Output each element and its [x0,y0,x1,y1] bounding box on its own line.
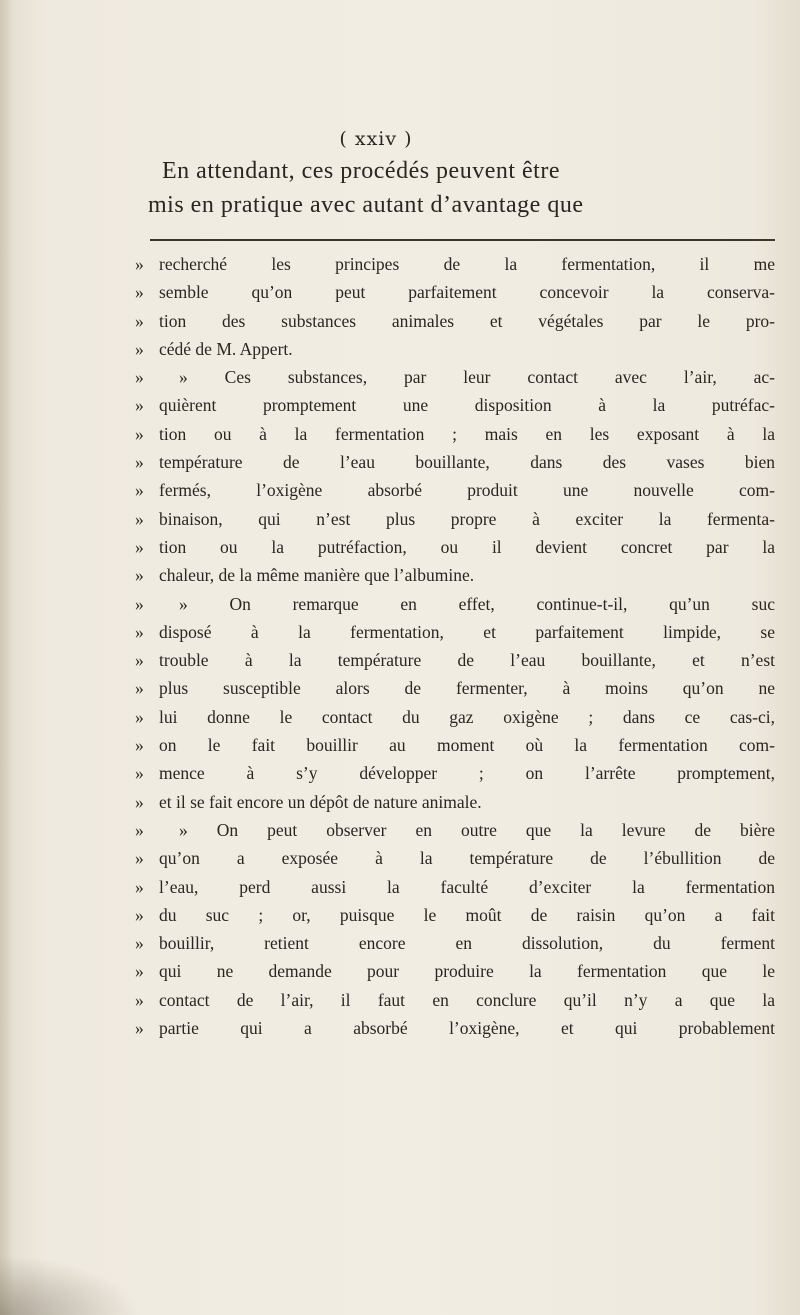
text-line [135,335,775,363]
text-line [135,816,775,844]
line-text: chaleur, de la même manière que l’albumine. [159,565,475,586]
line-text: semble qu’on peut parfaitement concevoir la conserva- [159,282,775,303]
quote-mark: » [135,395,144,416]
line-text: lui donne le contact du gaz oxigène ; dans ce cas-ci, [159,706,775,727]
line-text: » On remarque en effet, continue-t-il, qu’un suc [179,593,775,614]
text-line [135,590,775,618]
quote-mark: » [135,338,144,359]
quote-mark: » [135,961,144,982]
quote-mark: » [135,593,144,614]
quote-mark: » [135,706,144,727]
line-text: qu’on a exposée à la température de l’ébullition de [159,848,775,869]
quote-mark: » [135,254,144,274]
text-line [135,391,775,419]
text-line [135,420,775,448]
quote-mark: » [135,1018,144,1039]
text-line [135,533,775,561]
separator-rule [150,239,775,241]
quote-mark: » [135,876,144,897]
text-line [135,759,775,787]
quoted-passage [135,250,775,1042]
quote-mark: » [135,650,144,671]
line-text: fermés, l’oxigène absorbé produit une nouvelle com- [159,480,775,501]
quote-mark: » [135,508,144,529]
text-line [135,703,775,731]
text-line [135,618,775,646]
quote-mark: » [135,848,144,869]
text-line [135,250,775,278]
quote-mark: » [135,678,144,699]
line-text: on le fait bouillir au moment où la fermentation com- [159,735,775,756]
text-line [135,674,775,702]
text-line [135,476,775,504]
page-number-header: ( xxiv ) [339,128,413,150]
line-text: cédé de M. Appert. [159,338,293,359]
line-text: l’eau, perd aussi la faculté d’exciter la fermentation [159,876,775,897]
line-text: contact de l’air, il faut en conclure qu’il n’y a que la [159,989,775,1010]
text-line [135,307,775,335]
text-line [135,561,775,589]
text-line [135,901,775,929]
line-text: bouillir, retient encore en dissolution, du ferment [159,933,775,954]
line-text: du suc ; or, puisque le moût de raisin qu’on a fait [159,904,775,925]
text-line [135,986,775,1014]
line-text: tion ou à la fermentation ; mais en les exposant à la [159,423,775,444]
quote-mark: » [135,989,144,1010]
line-text: température de l’eau bouillante, dans des vases bien [159,452,775,473]
line-text: » On peut observer en outre que la levure de bière [179,819,775,840]
line-text: trouble à la température de l’eau bouillante, et n’est [159,650,775,671]
text-line [135,363,775,391]
quote-mark: » [135,536,144,557]
line-text: binaison, qui n’est plus propre à exciter la fermenta- [159,508,775,529]
quote-mark: » [135,282,144,303]
quote-mark: » [135,367,144,388]
text-line [135,957,775,985]
text-line [135,646,775,674]
text-line [135,448,775,476]
quote-mark: » [135,423,144,444]
line-text: mence à s’y développer ; on l’arrête promptement, [159,763,775,784]
quote-mark: » [135,933,144,954]
line-text: partie qui a absorbé l’oxigène, et qui probablement [159,1018,775,1039]
quote-mark: » [135,480,144,501]
text-line [135,929,775,957]
text-line [135,1014,775,1042]
line-text: tion ou la putréfaction, ou il devient concret par la [159,536,775,557]
text-line [135,873,775,901]
quote-mark: » [135,565,144,586]
text-line [135,278,775,306]
line-text: quièrent promptement une disposition à la putréfac- [159,395,775,416]
line-text: disposé à la fermentation, et parfaitement limpide, se [159,621,775,642]
quote-mark: » [135,904,144,925]
quote-mark: » [135,310,144,331]
intro-line-1: En attendant, ces procédés peuvent être [162,158,560,184]
quote-mark: » [135,735,144,756]
line-text: recherché les principes de la fermentation, il me [159,254,775,274]
quote-mark: » [135,452,144,473]
line-text: et il se fait encore un dépôt de nature animale. [159,791,482,812]
line-text: plus susceptible alors de fermenter, à moins qu’on ne [159,678,775,699]
quote-mark: » [135,621,144,642]
quote-mark: » [135,791,144,812]
text-line [135,505,775,533]
quote-mark: » [135,763,144,784]
text-line [135,788,775,816]
text-line [135,844,775,872]
line-text: tion des substances animales et végétales par le pro- [159,310,775,331]
page-edge-shadow [0,0,14,1315]
quote-mark: » [135,819,144,840]
intro-line-2: mis en pratique avec autant d’avantage que [148,192,584,218]
line-text: » Ces substances, par leur contact avec l’air, ac- [179,367,775,388]
line-text: qui ne demande pour produire la fermentation que le [159,961,775,982]
text-line [135,731,775,759]
page-corner-shadow [0,1255,140,1315]
